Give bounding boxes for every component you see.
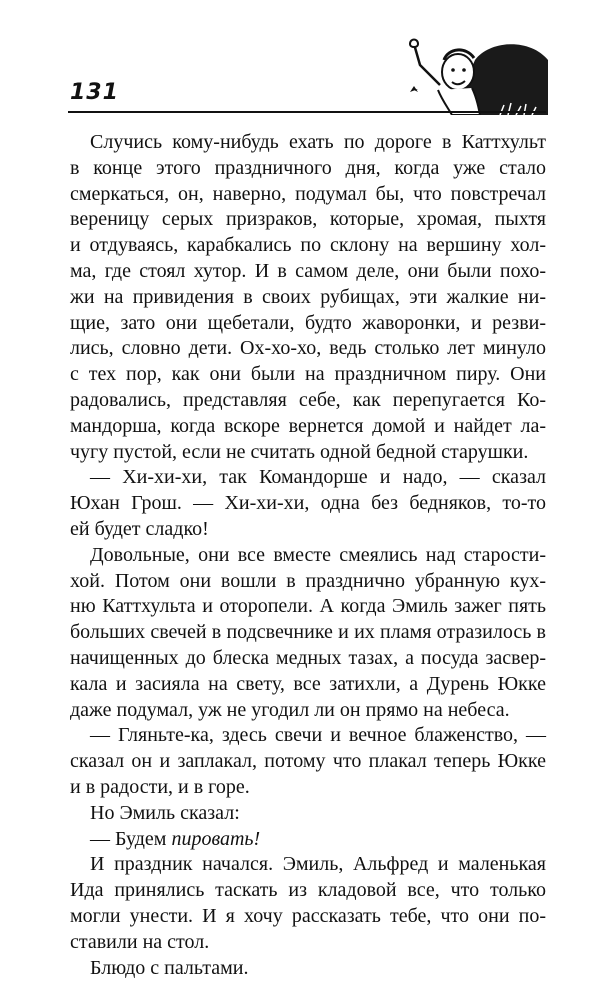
running-boy-drawing-icon (380, 30, 550, 115)
text-line: щие, зато они щебетали, будто жаворонки, и резви- (70, 311, 546, 337)
body-text (70, 130, 546, 981)
text-line: Юхан Грош. — Хи-хи-хи, одна без бедняков, то-то (70, 491, 546, 517)
text-line: и отдуваясь, карабкались по склону на вершину хол- (70, 233, 546, 259)
text-line: Но Эмиль сказал: (70, 801, 546, 827)
text-line: в конце этого праздничного дня, когда уже стало (70, 156, 546, 182)
text-line: Случись кому-нибудь ехать по дороге в Каттхульт (70, 130, 546, 156)
text-line: и в радости, и в горе. (70, 775, 546, 801)
emphasized-word: пировать! (171, 828, 260, 850)
text-line: ма, где стоял хутор. И в самом деле, они были похо- (70, 259, 546, 285)
text-line: ей будет сладко! (70, 517, 546, 543)
text-line (70, 827, 546, 853)
text-line: хой. Потом они вошли в празднично убранную кух- (70, 569, 546, 595)
text-line: ню Каттхульта и оторопели. А когда Эмиль зажег пять (70, 594, 546, 620)
text-line: — Хи-хи-хи, так Командорше и надо, — сказал (70, 465, 546, 491)
text-line: лись, словно дети. Ох-хо-хо, ведь столько лет минуло (70, 336, 546, 362)
text-line: начищенных до блеска медных тазах, а посуда засвер- (70, 646, 546, 672)
text-line: вереницу серых призраков, которые, хромая, пыхтя (70, 207, 546, 233)
text-line: кала и засияла на свету, все затихли, а Дурень Юкке (70, 672, 546, 698)
page-number: 131 (70, 80, 119, 105)
text-line: радовались, представляя себе, как перепугается Ко- (70, 388, 546, 414)
text-line: Ида принялись таскать из кладовой все, что только (70, 878, 546, 904)
header-rule (68, 111, 546, 113)
text-line: чугу пустой, если не считать одной бедной старушки. (70, 440, 546, 466)
text-line: жи на привидения в своих рубищах, эти жалкие ни- (70, 285, 546, 311)
text-line: И праздник начался. Эмиль, Альфред и маленькая (70, 852, 546, 878)
text-line: — Гляньте-ка, здесь свечи и вечное блаженство, — (70, 723, 546, 749)
text-line: сказал он и заплакал, потому что плакал теперь Юкке (70, 749, 546, 775)
text-line: мандорша, когда вскоре вернется домой и найдет ла- (70, 414, 546, 440)
text-line: даже подумал, уж не угодил ли он прямо на небеса. (70, 698, 546, 724)
text-line: смеркаться, он, наверно, подумал бы, что повстречал (70, 182, 546, 208)
text-run: — Будем (90, 828, 171, 850)
text-line: с тех пор, как они были на праздничном пиру. Они (70, 362, 546, 388)
text-line: могли унести. И я хочу рассказать тебе, что они по- (70, 904, 546, 930)
text-line: Блюдо с пальтами. (70, 956, 546, 981)
text-line: больших свечей в подсвечнике и их пламя отразилось в (70, 620, 546, 646)
text-line: ставили на стол. (70, 930, 546, 956)
text-line: Довольные, они все вместе смеялись над старости- (70, 543, 546, 569)
